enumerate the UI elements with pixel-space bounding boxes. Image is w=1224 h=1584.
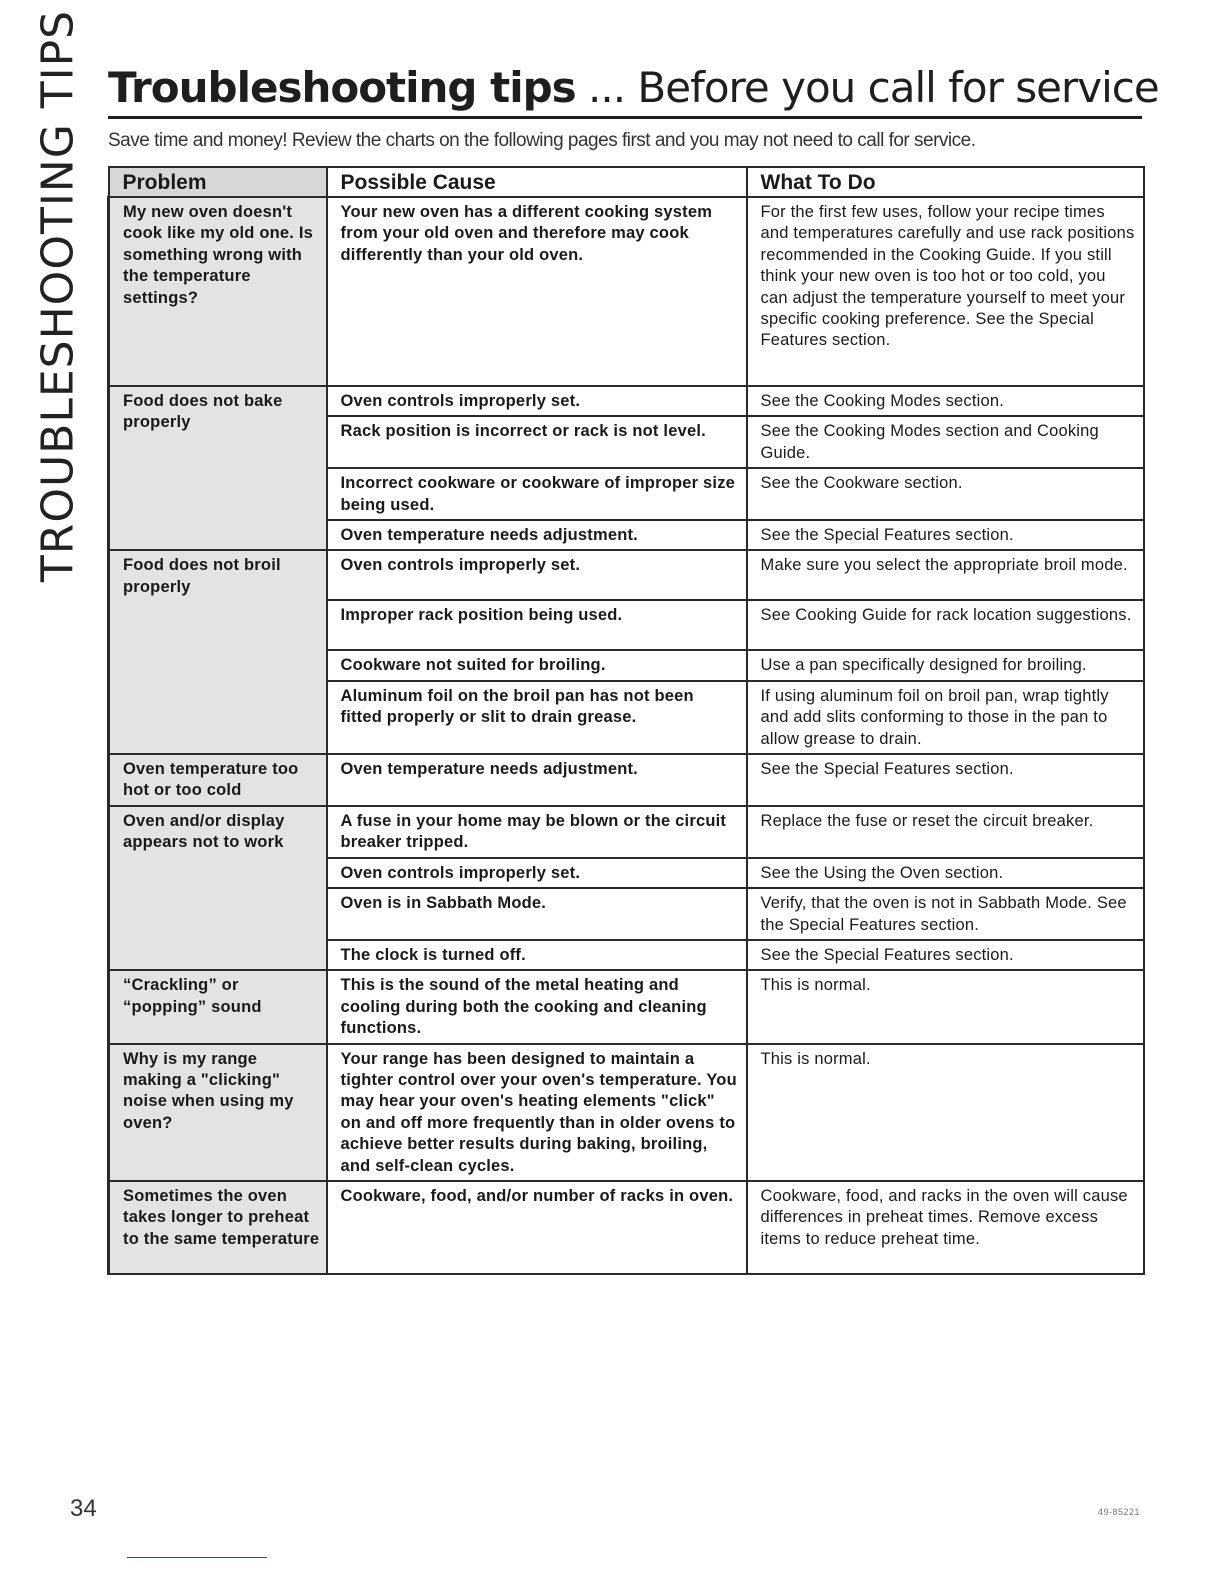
possible-cause-cell: Oven is in Sabbath Mode. xyxy=(327,888,747,940)
possible-cause-cell: Improper rack position being used. xyxy=(327,600,747,650)
table-row xyxy=(109,1044,1144,1181)
possible-cause-cell: A fuse in your home may be blown or the circuit breaker tripped. xyxy=(327,806,747,858)
header-possible-cause: Possible Cause xyxy=(327,167,747,197)
table-body xyxy=(109,197,1144,1274)
what-to-do-cell: See the Special Features section. xyxy=(747,940,1144,970)
possible-cause-cell: Your range has been designed to maintain a tighter control over your oven's temperature. You may hear your oven's heating elements "click" on and off more frequently than in older ovens to achieve better results during baking, broiling, and self-clean cycles. xyxy=(327,1044,747,1181)
possible-cause-cell: Rack position is incorrect or rack is not level. xyxy=(327,416,747,468)
page-title-sub: ... Before you call for service xyxy=(588,63,1159,112)
page-number: 34 xyxy=(70,1495,97,1522)
what-to-do-cell: See Cooking Guide for rack location suggestions. xyxy=(747,600,1144,650)
what-to-do-cell: See the Cooking Modes section and Cooking Guide. xyxy=(747,416,1144,468)
possible-cause-cell: Cookware, food, and/or number of racks in oven. xyxy=(327,1181,747,1274)
problem-cell: Why is my range making a "clicking" noise when using my oven? xyxy=(109,1044,327,1181)
what-to-do-cell: See the Special Features section. xyxy=(747,520,1144,550)
what-to-do-cell: For the first few uses, follow your recipe times and temperatures carefully and use rack positions recommended in the Cooking Guide. If you still think your new oven is too hot or too cold, you can adjust the temperature yourself to meet your specific cooking preference. See the Special Features section. xyxy=(747,197,1144,386)
header-what-to-do: What To Do xyxy=(747,167,1144,197)
possible-cause-cell: Your new oven has a different cooking system from your old oven and therefore may cook differently than your old oven. xyxy=(327,197,747,386)
possible-cause-cell: This is the sound of the metal heating and cooling during both the cooking and cleaning functions. xyxy=(327,970,747,1043)
possible-cause-cell: Oven controls improperly set. xyxy=(327,386,747,416)
problem-cell: Oven and/or display appears not to work xyxy=(109,806,327,970)
table-row xyxy=(109,970,1144,1043)
document-code: 49-85221 xyxy=(1097,1507,1140,1517)
possible-cause-cell: Oven temperature needs adjustment. xyxy=(327,520,747,550)
footer-link-underline xyxy=(127,1557,267,1558)
page-title xyxy=(108,62,1159,114)
title-rule xyxy=(108,116,1142,119)
what-to-do-cell: If using aluminum foil on broil pan, wrap tightly and add slits conforming to those in the pan to allow grease to drain. xyxy=(747,681,1144,754)
possible-cause-cell: Incorrect cookware or cookware of improper size being used. xyxy=(327,468,747,520)
side-tab-label: TROUBLESHOOTING TIPS xyxy=(32,9,84,583)
possible-cause-cell: Oven controls improperly set. xyxy=(327,858,747,888)
possible-cause-cell: Oven controls improperly set. xyxy=(327,550,747,600)
what-to-do-cell: Verify, that the oven is not in Sabbath Mode. See the Special Features section. xyxy=(747,888,1144,940)
possible-cause-cell: Oven temperature needs adjustment. xyxy=(327,754,747,806)
possible-cause-cell: Aluminum foil on the broil pan has not been fitted properly or slit to drain grease. xyxy=(327,681,747,754)
page-title-main: Troubleshooting tips xyxy=(108,63,576,112)
what-to-do-cell: See the Using the Oven section. xyxy=(747,858,1144,888)
what-to-do-cell: See the Cookware section. xyxy=(747,468,1144,520)
table-row xyxy=(109,1181,1144,1274)
table-row xyxy=(109,754,1144,806)
problem-cell: Sometimes the oven takes longer to preheat to the same temperature xyxy=(109,1181,327,1274)
problem-cell: Oven temperature too hot or too cold xyxy=(109,754,327,806)
what-to-do-cell: This is normal. xyxy=(747,970,1144,1043)
problem-cell: Food does not broil properly xyxy=(109,550,327,754)
troubleshooting-table xyxy=(107,166,1145,1275)
table-row xyxy=(109,197,1144,386)
what-to-do-cell: Replace the fuse or reset the circuit breaker. xyxy=(747,806,1144,858)
possible-cause-cell: Cookware not suited for broiling. xyxy=(327,650,747,680)
page-subtitle: Save time and money! Review the charts on the following pages first and you may not need to call for service. xyxy=(108,130,976,151)
what-to-do-cell: Make sure you select the appropriate broil mode. xyxy=(747,550,1144,600)
what-to-do-cell: See the Cooking Modes section. xyxy=(747,386,1144,416)
what-to-do-cell: Cookware, food, and racks in the oven will cause differences in preheat times. Remove excess items to reduce preheat time. xyxy=(747,1181,1144,1274)
table-row xyxy=(109,550,1144,600)
problem-cell: “Crackling” or “popping” sound xyxy=(109,970,327,1043)
problem-cell: My new oven doesn't cook like my old one. Is something wrong with the temperature settings? xyxy=(109,197,327,386)
table-row xyxy=(109,806,1144,858)
possible-cause-cell: The clock is turned off. xyxy=(327,940,747,970)
problem-cell: Food does not bake properly xyxy=(109,386,327,550)
table-header-row xyxy=(109,167,1144,197)
what-to-do-cell: This is normal. xyxy=(747,1044,1144,1181)
table-row xyxy=(109,386,1144,416)
what-to-do-cell: Use a pan specifically designed for broiling. xyxy=(747,650,1144,680)
header-problem: Problem xyxy=(109,167,327,197)
what-to-do-cell: See the Special Features section. xyxy=(747,754,1144,806)
side-section-tab xyxy=(32,9,84,583)
